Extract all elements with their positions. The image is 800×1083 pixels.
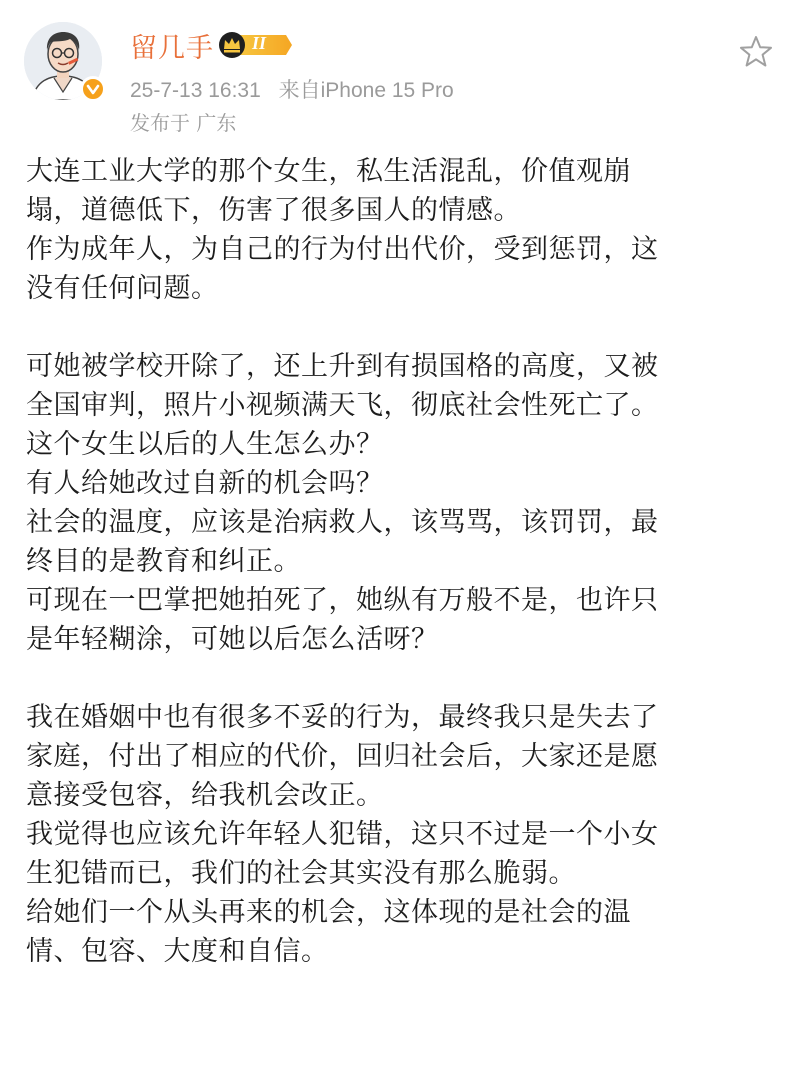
star-outline-icon [738,34,774,70]
post-text-line: 家庭，付出了相应的代价，回归社会后，大家还是愿 [26,741,659,772]
post-text-line: 有人给她改过自新的机会吗？ [26,468,384,499]
post-text-line: 我觉得也应该允许年轻人犯错，这只不过是一个小女 [26,819,659,850]
avatar[interactable] [24,22,106,104]
post-text-line: 可她被学校开除了，还上升到有损国格的高度，又被 [26,351,659,382]
post-header [0,0,800,150]
post-text-line: 终目的是教育和纠正。 [26,546,301,577]
post-text-line: 给她们一个从头再来的机会，这体现的是社会的温 [26,897,631,928]
post-text-line: 生犯错而已，我们的社会其实没有那么脆弱。 [26,858,576,889]
paragraph-spacer [26,659,776,698]
post-text-line: 没有任何问题。 [26,273,219,304]
paragraph-spacer [26,308,776,347]
post-text-line: 这个女生以后的人生怎么办？ [26,429,384,460]
post-text-line: 情、包容、大度和自信。 [26,936,329,967]
favorite-button[interactable] [738,34,774,70]
post-source: 来自iPhone 15 Pro [278,79,454,102]
level-label: II [252,33,267,53]
post-text-line: 可现在一巴掌把她拍死了，她纵有万般不是，也许只 [26,585,659,616]
post-text-line: 大连工业大学的那个女生，私生活混乱，价值观崩 [26,156,631,187]
post-body [26,152,776,971]
verified-badge-icon [80,76,106,102]
post-meta [130,74,454,104]
post-text-line: 是年轻糊涂，可她以后怎么活呀？ [26,624,439,655]
post-location: 发布于 广东 [130,111,237,135]
post-text-line: 我在婚姻中也有很多不妥的行为，最终我只是失去了 [26,702,659,733]
post-text-line: 作为成年人，为自己的行为付出代价，受到惩罚，这 [26,234,659,265]
post-timestamp: 25-7-13 16:31 [130,79,261,102]
post-text-line: 塌，道德低下，伤害了很多国人的情感。 [26,195,521,226]
level-badge[interactable] [218,31,294,59]
post-text-line: 意接受包容，给我机会改正。 [26,780,384,811]
post-text-line: 社会的温度，应该是治病救人，该骂骂，该罚罚，最 [26,507,659,538]
post-text-line: 全国审判，照片小视频满天飞，彻底社会性死亡了。 [26,390,659,421]
author-name[interactable]: 留几手 [130,33,214,64]
